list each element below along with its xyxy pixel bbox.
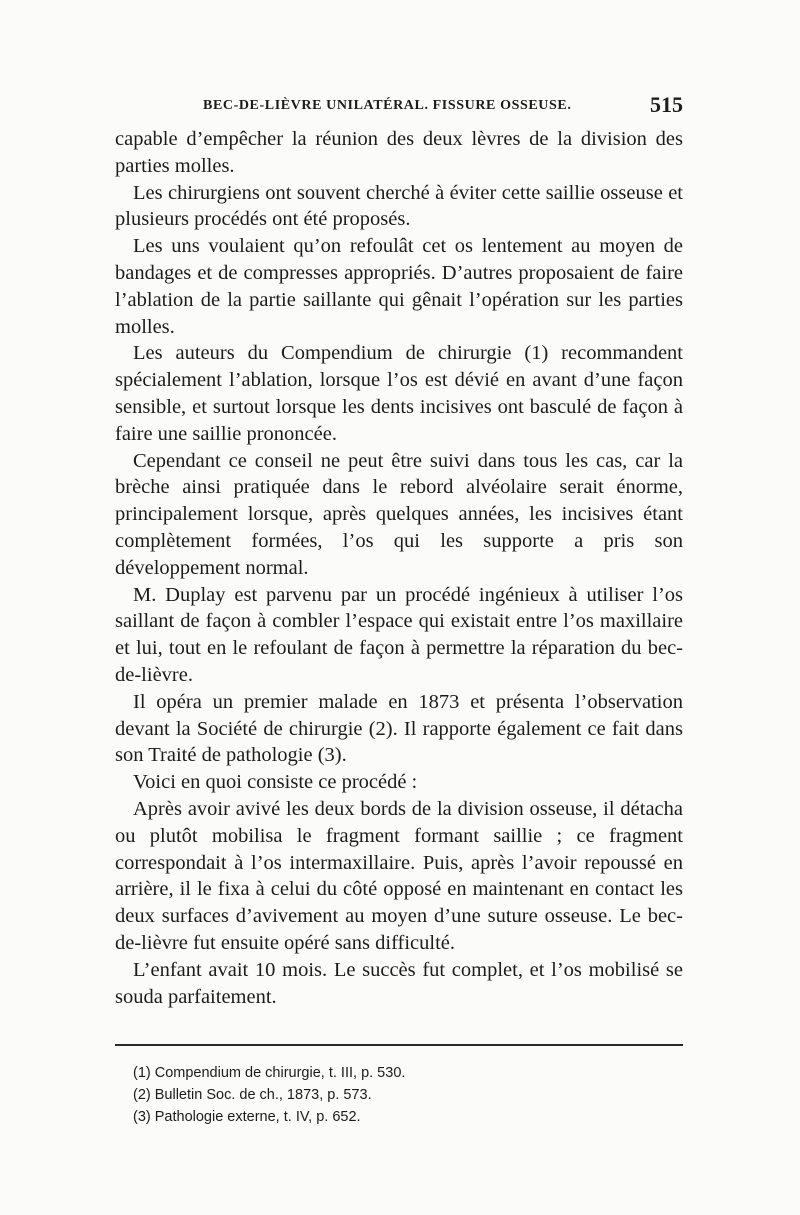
page-number: 515 (650, 92, 683, 117)
footnote-3: (3) Pathologie externe, t. IV, p. 652. (133, 1108, 361, 1125)
paragraph: L’enfant avait 10 mois. Le succès fut complet, et l’os mobilisé se souda parfaitement. (115, 958, 683, 1008)
footnotes (133, 1063, 673, 1128)
paragraph: Après avoir avivé les deux bords de la division osseuse, il détacha ou plutôt mobilisa le fragment formant saillie ; ce fragment correspondait à l’os intermaxillaire. Puis, après l’avoir repoussé en arrière, il le fixa à celui du côté opposé en maintenant en contact les deux surfaces d’avivement au moyen d’une suture osseuse. Le bec-de-lièvre fut ensuite opéré sans difficulté. (115, 797, 683, 954)
paragraph: Il opéra un premier malade en 1873 et présenta l’observation devant la Société de chirurgie (2). Il rapporte également ce fait dans son Traité de pathologie (3). (115, 690, 683, 767)
running-title: BEC-DE-LIÈVRE UNILATÉRAL. FISSURE OSSEUSE. (203, 98, 572, 113)
footnote-divider (115, 1044, 683, 1046)
running-head (115, 92, 683, 120)
footnote-1: (1) Compendium de chirurgie, t. III, p. 530. (133, 1065, 406, 1081)
paragraph: M. Duplay est parvenu par un procédé ingénieux à utiliser l’os saillant de façon à combler l’espace qui existait entre l’os maxillaire et lui, tout en le refoulant de façon à permettre la réparation du bec-de-lièvre. (115, 583, 683, 686)
footnote-2: (2) Bulletin Soc. de ch., 1873, p. 573. (133, 1086, 372, 1103)
paragraph: Voici en quoi consiste ce procédé : (133, 771, 418, 794)
paragraph: Les uns voulaient qu’on refoulât cet os lentement au moyen de bandages et de compresses appropriés. D’autres proposaient de faire l’ablation de la partie saillante qui gênait l’opération sur les parties molles. (115, 235, 683, 338)
paragraph: Les chirurgiens ont souvent cherché à éviter cette saillie osseuse et plusieurs procédés ont été proposés. (115, 181, 683, 231)
paragraph-continuation: capable d’empêcher la réunion des deux lèvres de la division des parties molles. (115, 128, 683, 177)
paragraph: Les auteurs du Compendium de chirurgie (1) recommandent spécialement l’ablation, lorsque l’os est dévié en avant d’une façon sensible, et surtout lorsque les dents incisives ont basculé de façon à faire une saillie prononcée. (115, 342, 683, 445)
paragraph: Cependant ce conseil ne peut être suivi dans tous les cas, car la brèche ainsi pratiquée dans le rebord alvéolaire serait énorme, principalement lorsque, après quelques années, les incisives étant complètement formées, l’os qui les supporte a pris son développement normal. (115, 449, 683, 579)
body-text (115, 126, 683, 1010)
